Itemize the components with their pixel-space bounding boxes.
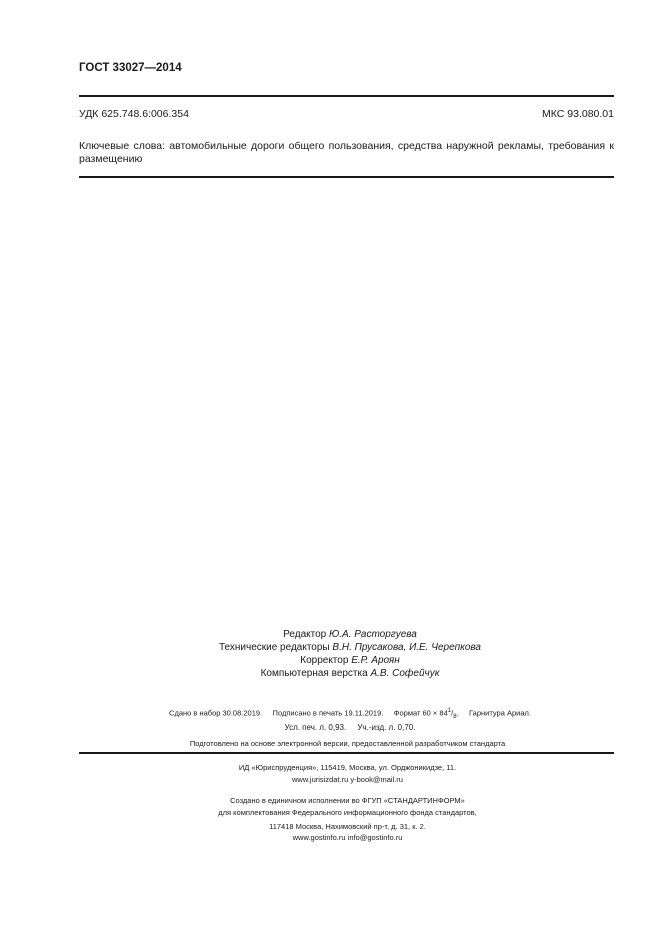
udk-code: УДК 625.748.6:006.354 <box>79 108 189 120</box>
print-format: Формат 60 × 84 <box>393 708 448 718</box>
keywords: Ключевые слова: автомобильные дороги общего пользования, средства наружной рекламы, требования к размещению <box>79 140 614 165</box>
publisher-line2: www.jurisizdat.ru y-book@mail.ru <box>292 775 403 784</box>
top-rule <box>79 95 614 97</box>
publisher-line6: www.gostinfo.ru info@gostinfo.ru <box>292 833 403 842</box>
credit-tech-editors <box>120 641 580 654</box>
print-pub-sheets: Уч.-изд. л. 0,70. <box>357 723 416 732</box>
credit-name: Ю.А. Расторгуева <box>328 629 417 640</box>
print-format-sub: 8 <box>453 714 457 720</box>
credit-proofreader <box>120 654 580 667</box>
prepared-note: Подготовлено на основе электронной версии, предоставленной разработчиком стандарта <box>189 739 506 748</box>
credit-role: Технические редакторы <box>218 642 330 653</box>
print-signed: Подписано в печать 19.11.2019. <box>272 708 384 718</box>
credit-role: Корректор <box>300 655 349 666</box>
credit-role: Редактор <box>283 629 327 640</box>
credit-role: Компьютерная верстка <box>260 668 368 679</box>
print-info-line2 <box>120 723 580 732</box>
publisher-line3: Создано в единичном исполнении во ФГУП «СТАНДАРТИНФОРМ» <box>230 796 465 805</box>
print-font: Гарнитура Ариал. <box>469 708 531 718</box>
credit-editor <box>120 628 580 641</box>
credit-layout <box>120 667 580 680</box>
credit-name: Е.Р. Ароян <box>351 655 400 666</box>
print-sheets: Усл. печ. л. 0,93. <box>284 723 347 732</box>
credit-name: А.В. Софейчук <box>370 668 440 679</box>
publisher-line4: для комплектования Федерального информационного фонда стандартов, <box>218 808 477 817</box>
print-format-sup: 1 <box>447 708 452 714</box>
credits-block <box>120 628 580 680</box>
credit-name: В.Н. Прусакова, И.Е. Черепкова <box>332 642 481 653</box>
mks-code: МКС 93.080.01 <box>542 108 614 120</box>
print-submitted: Сдано в набор 30.08.2019. <box>169 708 263 718</box>
publisher-line1: ИД «Юриспруденция», 115419, Москва, ул. Орджоникидзе, 11. <box>238 763 457 772</box>
standard-number: ГОСТ 33027—2014 <box>79 62 182 74</box>
keywords-rule <box>79 176 614 178</box>
publisher-rule <box>79 752 614 754</box>
publisher-line5: 117418 Москва, Нахимовский пр-т, д. 31, к. 2. <box>269 822 426 831</box>
print-info-line1: Сдано в набор 30.08.2019. Подписано в печать 19.11.2019. Формат $60 \times 84^1/_8$. Гарнитура Ариал. <box>169 708 531 720</box>
